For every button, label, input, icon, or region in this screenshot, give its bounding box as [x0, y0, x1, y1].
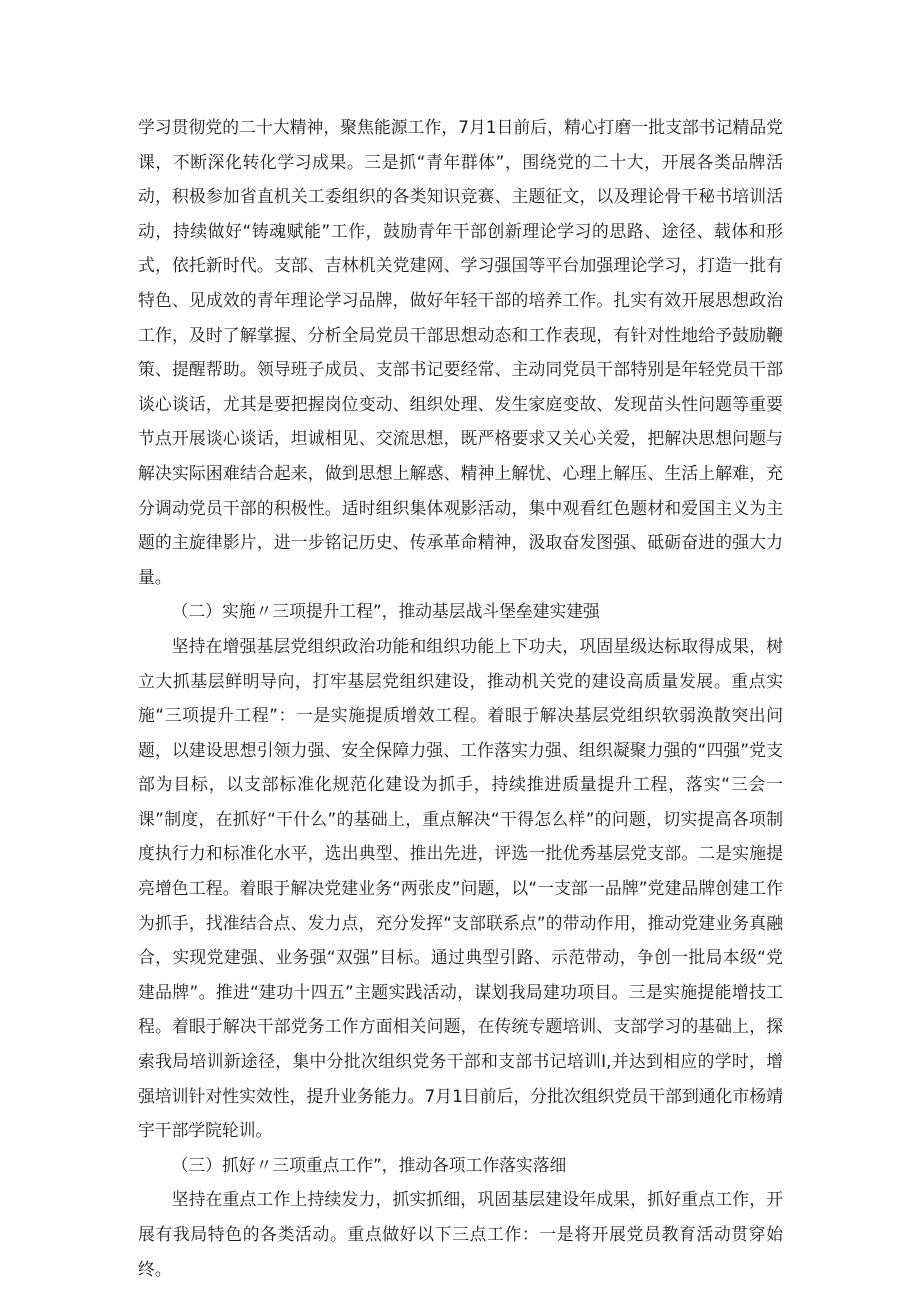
section-heading-3: （三）抓好〃三项重点工作”，推动各项工作落实落细: [171, 1154, 567, 1175]
paragraph-section-2: 坚持在增强基层党组织政治功能和组织功能上下功夫，巩固星级达标取得成果，树立大抓基层鲜明导向，打牢基层党组织建设，推动机关党的建设高质量发展。重点实施“三项提升工程”：一是实施提质增效工程。着眼于解决基层党组织软弱涣散突出问题，以建设思想引领力强、安全保障力强、工作落实力强、组织凝聚力强的“四强”党支部为目标，以支部标准化规范化建设为抓手，持续推进质量提升工程，落实“三会一课”制度，在抓好“干什么”的基础上，重点解决“干得怎么样”的问题，切实提高各项制度执行力和标准化水平，选出典型、推出先进，评选一批优秀基层党支部。二是实施提亮增色工程。着眼于解决党建业务“两张皮”问题，以“一支部一品牌”党建品牌创建工作为抓手，找准结合点、发力点，充分发挥“支部联系点”的带动作用，推动党建业务真融合，实现党建强、业务强“双强”目标。通过典型引路、示范带动，争创一批局本级“党建品牌”。推进“建功十四五”主题实践活动，谋划我局建功项目。三是实施提能增技工程。着眼于解决干部党务工作方面相关问题，在传统专题培训、支部学习的基础上，探索我局培训新途径，集中分批次组织党务干部和支部书记培训I,并达到相应的学时，增强培训针对性实效性，提升业务能力。7月1日前后，分批次组织党员干部到通化市杨靖宇干部学院轮训。: [138, 635, 783, 1141]
document-body: [138, 110, 783, 1286]
paragraph-continuation: 学习贯彻党的二十大精神，聚焦能源工作，7月1日前后，精心打磨一批支部书记精品党课，不断深化转化学习成果。三是抓“青年群体”，围绕党的二十大，开展各类品牌活动，积极参加省直机关工委组织的各类知识竞赛、主题征文，以及理论骨干秘书培训活动，持续做好“铸魂赋能”工作，鼓励青年干部创新理论学习的思路、途径、载体和形式，依托新时代。支部、吉林机关党建网、学习强国等平台加强理论学习，打造一批有特色、见成效的青年理论学习品牌，做好年轻干部的培养工作。扎实有效开展思想政治工作，及时了解掌握、分析全局党员干部思想动态和工作表现，有针对性地给予鼓励鞭策、提醒帮助。领导班子成员、支部书记要经常、主动同党员干部特别是年轻党员干部谈心谈话，尤其是要把握岗位变动、组织处理、发生家庭变故、发现苗头性问题等重要节点开展谈心谈话，坦诚相见、交流思想，既严格要求又关心关爱，把解决思想问题与解决实际困难结合起来，做到思想上解惑、精神上解忧、心理上解压、生活上解难，充分调动党员干部的积极性。适时组织集体观影活动，集中观看红色题材和爱国主义为主题的主旋律影片，进一步铭记历史、传承革命精神，汲取奋发图强、砥砺奋进的强大力量。: [138, 117, 783, 587]
section-heading-2: （二）实施〃三项提升工程”，推动基层战斗堡垒建实建强: [171, 601, 600, 622]
paragraph-section-3: 坚持在重点工作上持续发力，抓实抓细，巩固基层建设年成果，抓好重点工作，开展有我局特色的各类活动。重点做好以下三点工作：一是将开展党员教育活动贯穿始终。: [138, 1189, 783, 1279]
